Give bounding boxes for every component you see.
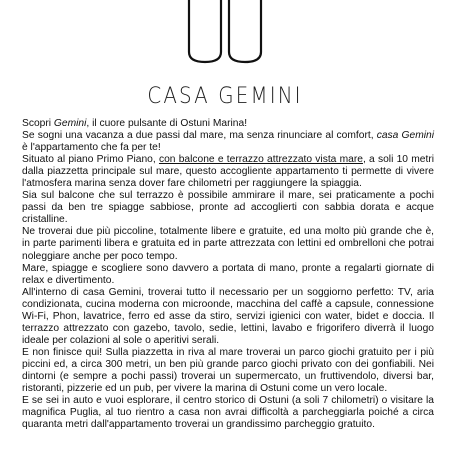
paragraph <box>22 395 434 431</box>
paragraph <box>22 130 434 154</box>
paragraph <box>22 226 434 262</box>
paragraph <box>22 347 434 395</box>
text-run: , il cuore pulsante di Ostuni Marina! <box>86 118 248 129</box>
text-run: Mare, spiagge e scogliere sono davvero a portata di mano, pronte a regalarti giornate di relax e divertimento. <box>22 262 434 286</box>
text-run: , a soli 10 metri dalla piazzetta principale sul mare, questo accogliente appartamento ti permette di vivere l'atmosfera marina senza dover fare chilometri per raggiungere la spiaggia. <box>22 154 435 190</box>
description-text <box>22 118 434 431</box>
text-run: E non finisce qui! Sulla piazzetta in riva al mare troverai un parco giochi gratuito per i più piccini ed, a circa 300 metri, un ben più grande parco giochi privato con dei gonfiabili. Nei dintorni (e sempre a pochi passi) troverai un supermercato, un fruttivendolo, diversi bar, ristoranti, pizzerie ed un pub, per vivere la marina di Ostuni come un vero locale. <box>22 346 434 395</box>
logo-title: CASA GEMINI <box>147 84 303 109</box>
paragraph <box>22 118 434 130</box>
text-run: Se sogni una vacanza a due passi dal mare, ma senza rinunciare al comfort, <box>22 130 377 142</box>
text-run: Ne troverai due più piccoline, totalmente libere e gratuite, ed una molto più grande che è, in parte parimenti libera e gratuita ed in parte attrezzata con lettini ed ombrelloni che potrai noleggiare anche per poco tempo. <box>22 226 434 262</box>
text-run: Gemini <box>53 118 87 129</box>
paragraph <box>22 263 434 287</box>
paragraph <box>22 287 434 347</box>
highlight-text: con balcone e terrazzo attrezzato vista mare <box>158 154 363 166</box>
text-run: Sia sul balcone che sul terrazzo è possibile ammirare il mare, sei praticamente a pochi passi da ben tre spiagge sabbiose, pronte ad accoglierti con sabbia dorata e acque cristalline. <box>22 190 434 226</box>
text-run: casa Gemini <box>376 130 434 142</box>
paragraph <box>22 190 434 226</box>
casa-gemini-logo <box>0 0 450 112</box>
text-run: è l'appartamento che fa per te! <box>22 142 161 154</box>
text-run: E se sei in auto e vuoi esplorare, il centro storico di Ostuni (a soli 7 chilometri) o visitare la magnifica Puglia, al tuo rientro a casa non avrai difficoltà a parcheggiarla poiché a circa quaranta metri dall'appartamento troverai un grandissimo parcheggio gratuito. <box>22 395 434 431</box>
text-run: All'interno di casa Gemini, troverai tutto il necessario per un soggiorno perfetto: TV, aria condizionata, cucina moderna con microonde, macchina del caffè a capsule, connessione Wi-Fi, Phon, lavatrice, ferro ed asse da stiro, servizi igienici con water, bidet e doccia. Il terrazzo attrezzato con gazebo, tavolo, sedie, lettini, lavabo e frigorifero diverrà il luogo ideale per colazioni al sole o aperitivi serali. <box>22 286 434 346</box>
paragraph <box>22 154 434 190</box>
text-run: Situato al piano Primo Piano, <box>22 154 159 166</box>
text-run: Scopri <box>22 118 54 129</box>
